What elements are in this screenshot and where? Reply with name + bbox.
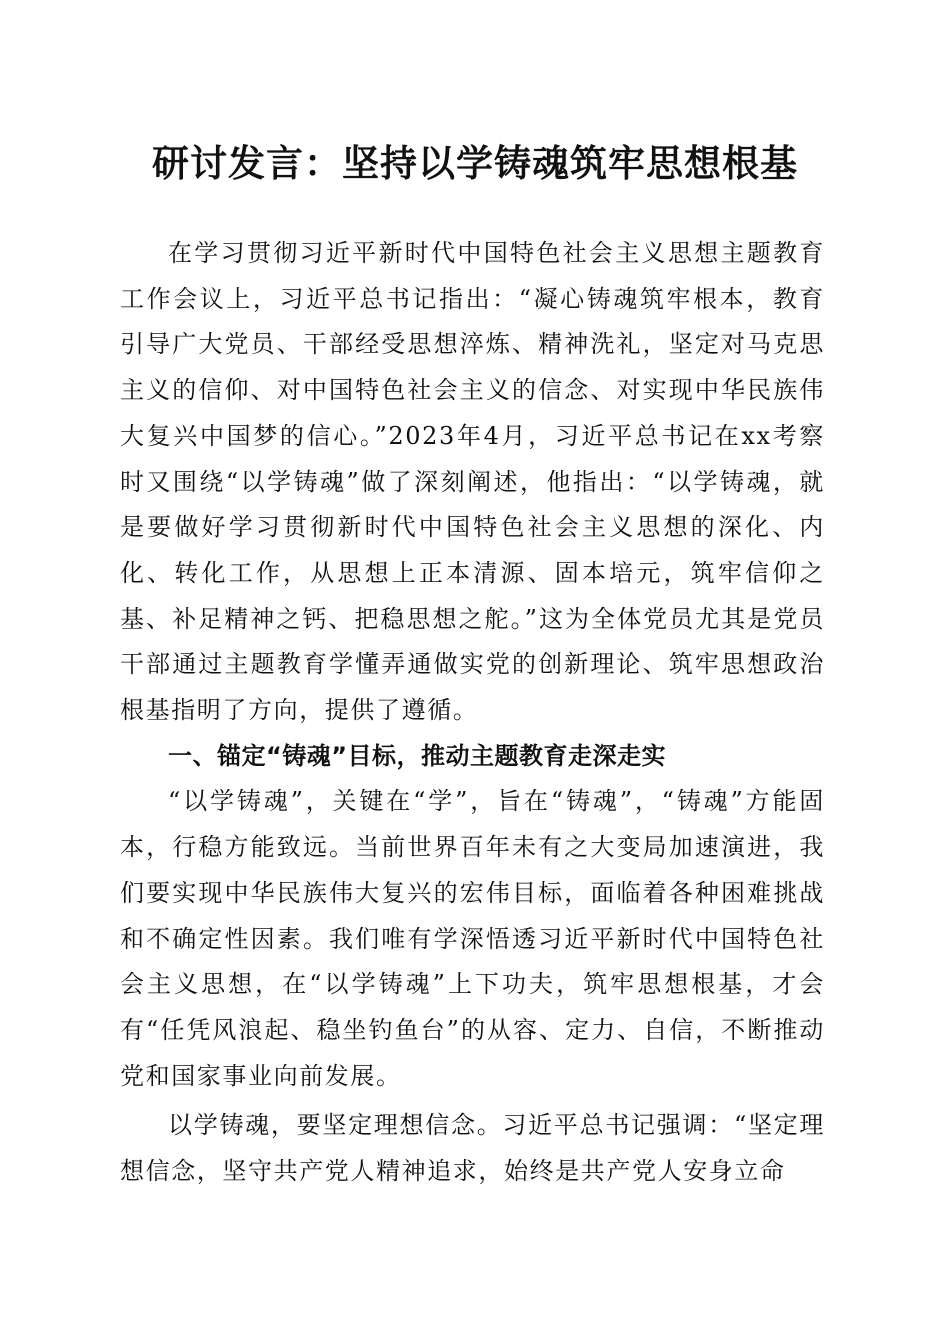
document-body <box>120 231 825 1195</box>
paragraph-section-1: “以学铸魂”，关键在“学”，旨在“铸魂”，“铸魂”方能固本，行稳方能致远。当前世界百年未有之大变局加速演进，我们要实现中华民族伟大复兴的宏伟目标，面临着各种困难挑战和不确定性因素。我们唯有学深悟透习近平新时代中国特色社会主义思想，在“以学铸魂”上下功夫，筑牢思想根基，才会有“任凭风浪起、稳坐钓鱼台”的从容、定力、自信，不断推动党和国家事业向前发展。 <box>120 787 825 1090</box>
section-heading-1: 一、锚定“铸魂”目标，推动主题教育走深走实 <box>168 741 667 770</box>
paragraph-ideals: 以学铸魂，要坚定理想信念。习近平总书记强调：“坚定理想信念，坚守共产党人精神追求，始终是共产党人安身立命 <box>120 1111 825 1186</box>
paragraph-intro: 在学习贯彻习近平新时代中国特色社会主义思想主题教育工作会议上，习近平总书记指出：“凝心铸魂筑牢根本，教育引导广大党员、干部经受思想淬炼、精神洗礼，坚定对马克思主义的信仰、对中国特色社会主义的信念、对实现中华民族伟大复兴中国梦的信心。”2023年4月，习近平总书记在xx考察时又围绕“以学铸魂”做了深刻阐述，他指出：“以学铸魂，就是要做好学习贯彻新时代中国特色社会主义思想的深化、内化、转化工作，从思想上正本清源、固本培元，筑牢信仰之基、补足精神之钙、把稳思想之舵。”这为全体党员尤其是党员干部通过主题教育学懂弄通做实党的创新理论、筑牢思想政治根基指明了方向，提供了遵循。 <box>120 239 825 725</box>
document-title: 研讨发言：坚持以学铸魂筑牢思想根基 <box>152 141 798 185</box>
